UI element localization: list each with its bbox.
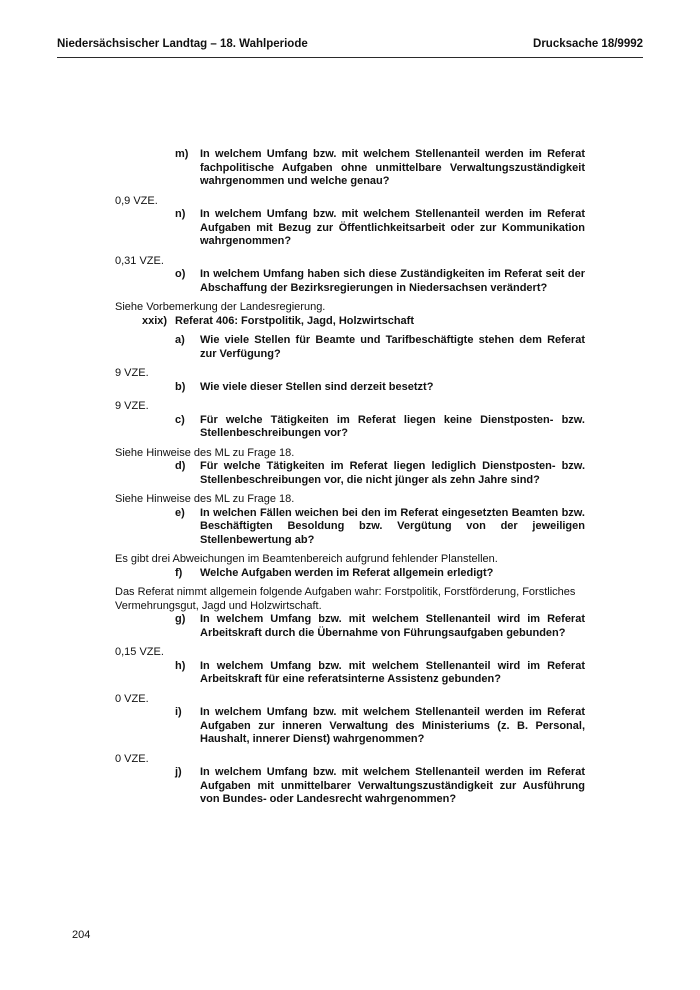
question-item [175,766,585,807]
page-number: 204 [72,929,91,941]
question-label: a) [175,334,185,346]
question-label: o) [175,268,186,280]
question-item [175,613,585,640]
question-item [175,507,585,548]
question-text: Für welche Tätigkeiten im Referat liegen lediglich Dienstposten- bzw. Stellenbeschreibungen vor, die nicht jünger als zehn Jahre sind? [200,460,585,486]
question-label: d) [175,460,186,472]
question-text: In welchem Umfang haben sich diese Zuständigkeiten im Referat seit der Abschaffung der Bezirksregierungen in Niedersachsen verändert? [200,268,585,294]
section-title: Referat 406: Forstpolitik, Jagd, Holzwirtschaft [175,314,414,327]
answer-text: Siehe Vorbemerkung der Landesregierung. [115,301,326,313]
answer-text: 0 VZE. [115,692,149,705]
header-parliament-title: Niedersächsischer Landtag – 18. Wahlperiode [57,38,308,50]
answer-text: Siehe Hinweise des ML zu Frage 18. [115,493,295,505]
answer-text: Das Referat nimmt allgemein folgende Aufgaben wahr: Forstpolitik, Forstförderung, Forstliches Vermehrungsgut, Jagd und Holzwirtschaft. [115,586,576,612]
answer-text: Es gibt drei Abweichungen im Beamtenbereich aufgrund fehlender Planstellen. [115,553,498,565]
question-item [175,414,585,441]
question-label: f) [175,566,183,579]
question-text: In welchem Umfang bzw. mit welchem Stellenanteil werden im Referat Aufgaben mit Bezug zur Öffentlichkeitsarbeit oder zur Kommunikation wahrgenommen? [200,208,585,247]
answer-text: 0 VZE. [115,752,149,765]
question-item [175,460,585,487]
question-item [175,208,585,249]
question-label: m) [175,148,189,160]
section-heading [142,315,585,329]
question-item [175,334,585,361]
question-item [175,567,585,581]
question-text: In welchem Umfang bzw. mit welchem Stellenanteil wird im Referat Arbeitskraft für eine referatsinterne Assistenz gebunden? [200,659,585,685]
question-label: c) [175,413,185,426]
header-document-number: Drucksache 18/9992 [533,38,643,50]
question-item [175,706,585,747]
question-text: Wie viele Stellen für Beamte und Tarifbeschäftigte stehen dem Referat zur Verfügung? [200,334,585,360]
question-label: b) [175,380,186,393]
question-text: In welchem Umfang bzw. mit welchem Stellenanteil werden im Referat fachpolitische Aufgaben ohne unmittelbare Verwaltungszuständigkeit wahrgenommen und welche genau? [200,148,585,187]
answer-text: 0,9 VZE. [115,194,158,207]
answer-text: 0,31 VZE. [115,254,164,267]
question-text: In welchem Umfang bzw. mit welchem Stellenanteil werden im Referat Aufgaben mit unmittelbarer Verwaltungszuständigkeit zur Ausführung von Bundes- oder Landesrecht wahrgenommen? [200,766,585,805]
question-item [175,660,585,687]
question-label: e) [175,506,185,519]
question-text: In welchen Fällen weichen bei den im Referat eingesetzten Beamten bzw. Beschäftigten Besoldung bzw. Vergütung von der jeweiligen Stellenbewertung ab? [200,506,585,546]
question-label: h) [175,659,186,672]
question-item [175,268,585,295]
answer-text: Siehe Hinweise des ML zu Frage 18. [115,446,295,459]
answer-text: 9 VZE. [115,400,149,412]
question-text: Für welche Tätigkeiten im Referat liegen keine Dienstposten- bzw. Stellenbeschreibungen vor? [200,413,585,439]
question-item [175,148,585,189]
answer-text: 0,15 VZE. [115,646,164,658]
document-body [115,148,585,813]
question-text: Wie viele dieser Stellen sind derzeit besetzt? [200,380,434,393]
question-label: i) [175,706,182,718]
question-text: Welche Aufgaben werden im Referat allgemein erledigt? [200,566,494,579]
question-label: j) [175,766,182,778]
question-text: In welchem Umfang bzw. mit welchem Stellenanteil werden im Referat Aufgaben zur inneren Verwaltung des Ministeriums (z. B. Personal, Haushalt, innerer Dienst) wahrgenommen? [200,706,585,745]
question-item [175,381,585,395]
question-label: g) [175,613,186,625]
question-text: In welchem Umfang bzw. mit welchem Stellenanteil wird im Referat Arbeitskraft durch die Übernahme von Führungsaufgaben gebunden? [200,613,585,639]
question-label: n) [175,208,186,220]
answer-text: 9 VZE. [115,367,149,379]
section-label: xxix) [142,314,168,327]
document-header [57,38,643,58]
